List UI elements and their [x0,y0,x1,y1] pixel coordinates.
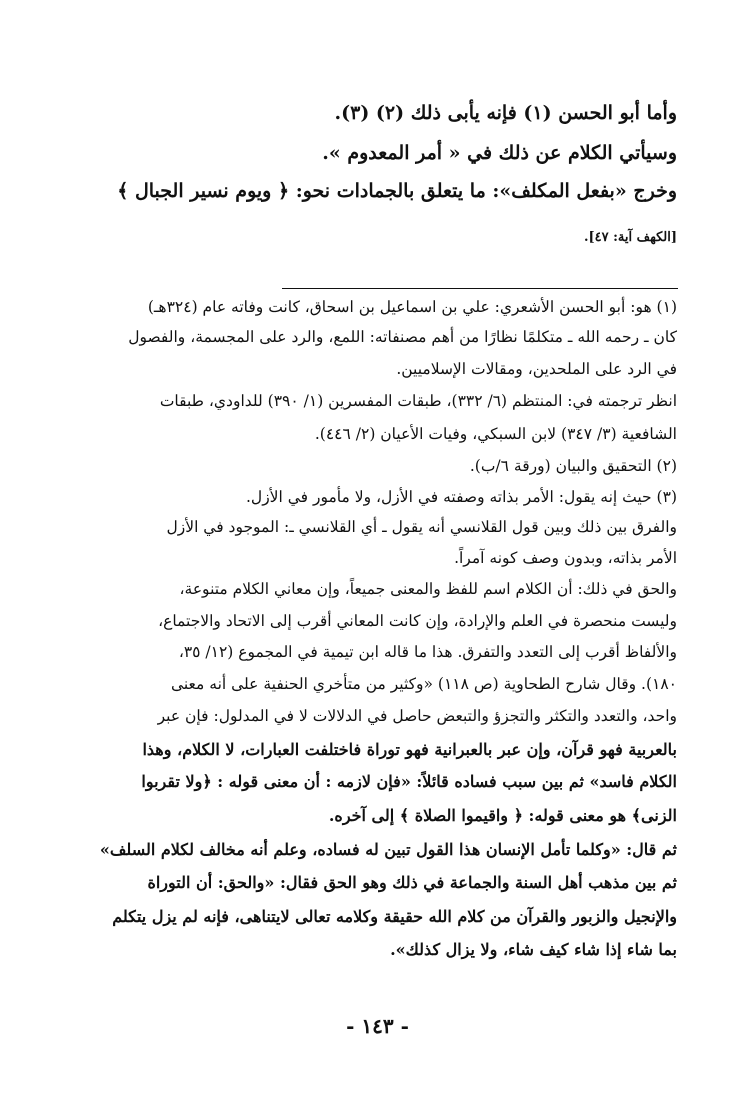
footnote-line: في الرد على الملحدين، ومقالات الإسلاميين. [396,360,677,378]
footnote-line: الكلام فاسد» ثم بين سبب فساده قائلاً: «فإن لازمه : أن معنى قوله : ﴿ولا تقربوا [141,772,677,791]
footnote-line: والفرق بين ذلك وبين قول القلانسي أنه يقول ـ أي القلانسي ـ: الموجود في الأزل [166,518,677,536]
footnote-line: وليست منحصرة في العلم والإرادة، وإن كانت المعاني أقرب إلى الاتحاد والاجتماع، [158,612,677,630]
footnote-separator [282,288,678,289]
main-text-line: وأما أبو الحسن (١) فإنه يأبى ذلك (٢) (٣). [334,102,677,124]
footnote-line: بما شاء إذا شاء كيف شاء، ولا يزال كذلك». [390,940,677,959]
footnote-line: ثم قال: «وكلما تأمل الإنسان هذا القول تبين له فساده، وعلم أنه مخالف لكلام السلف» [99,840,677,859]
footnote-line: واحد، والتعدد والتكثر والتجزؤ والتبعض حاصل في الدلالات لا في المدلول: فإن عبر [157,707,677,725]
footnote-line: بالعربية فهو قرآن، وإن عبر بالعبرانية فهو توراة فاختلفت العبارات، لا الكلام، وهذا [142,740,677,759]
footnote-line: الشافعية (٣/ ٣٤٧) لابن السبكي، وفيات الأعيان (٢/ ٤٤٦). [314,425,677,443]
footnote-line: (٣) حيث إنه يقول: الأمر بذاته وصفته في الأزل، ولا مأمور في الأزل. [246,488,677,506]
footnote-line: ١٨٠). وقال شارح الطحاوية (ص ١١٨) «وكثير من متأخري الحنفية على أنه معنى [170,675,677,693]
footnote-line: (١) هو: أبو الحسن الأشعري: علي بن اسماعيل بن اسحاق، كانت وفاته عام (٣٢٤هـ) [147,298,677,316]
main-text-line: وسيأتي الكلام عن ذلك في « أمر المعدوم ». [322,142,677,164]
footnote-line: كان ـ رحمه الله ـ متكلمًا نظارًا من أهم مصنفاته: اللمع، والرد على المجسمة، والفصول [128,328,677,346]
footnote-line: الأمر بذاته، وبدون وصف كونه آمراً. [454,549,677,567]
footnote-line: والألفاظ أقرب إلى التعدد والتفرق. هذا ما قاله ابن تيمية في المجموع (١٢/ ٣٥، [178,643,677,661]
footnote-line: والحق في ذلك: أن الكلام اسم للفظ والمعنى جميعاً، وإن معاني الكلام متنوعة، [179,580,677,598]
page-number: - ١٤٣ - [346,1014,409,1038]
footnote-line: انظر ترجمته في: المنتظم (٦/ ٣٣٢)، طبقات المفسرين (١/ ٣٩٠) للداودي، طبقات [159,392,677,410]
footnote-line: ثم بين مذهب أهل السنة والجماعة في ذلك وهو الحق فقال: «والحق: أن التوراة [147,873,677,892]
footnote-line: الزنى﴾ هو معنى قوله: ﴿ واقيموا الصلاة ﴾ إلى آخره. [328,806,677,825]
main-text-line: وخرج «بفعل المكلف»: ما يتعلق بالجمادات نحو: ﴿ ويوم نسير الجبال ﴾ [117,180,677,202]
footnote-line: والإنجيل والزبور والقرآن من كلام الله حقيقة وكلامه تعالى لايتناهى، فإنه لم يزل يتكلم [112,907,677,926]
quran-citation: [الكهف آية: ٤٧]. [583,230,677,245]
footnote-line: (٢) التحقيق والبيان (ورقة ٦/ب). [469,457,677,475]
